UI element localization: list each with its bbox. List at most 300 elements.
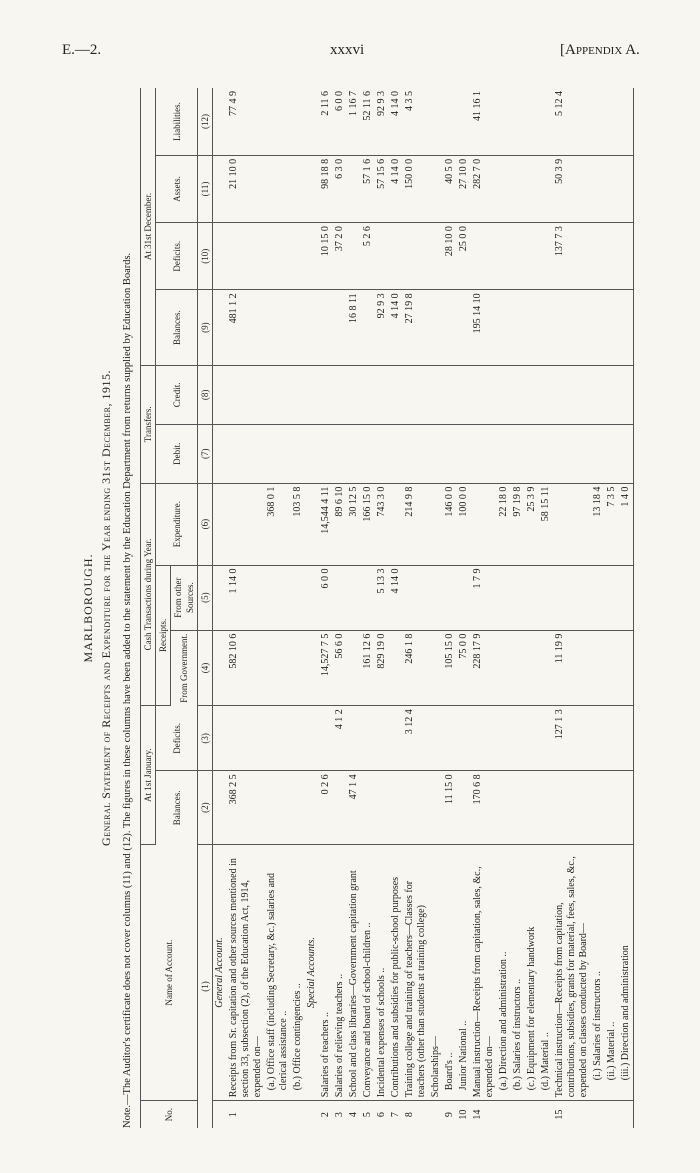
account-name: Scholarships— [429,844,443,1100]
amount-cell [443,565,457,630]
amount-cell: 6 0 0 [333,88,347,155]
col-liabilities: Liabilities. [156,88,198,155]
amount-cell [553,424,591,483]
row-number: 4 [348,1112,359,1118]
row-number [539,1101,553,1128]
amount-cell [443,706,457,771]
amount-cell [333,565,347,630]
amount-cell: 368 0 1 [265,483,291,565]
col-deficits-dec: Deficits. [156,223,198,290]
amount-cell [619,630,634,706]
amount-cell [619,155,634,222]
amount-cell [525,630,539,706]
row-number: 9 [444,1112,455,1118]
amount-cell [605,630,619,706]
amount-cell [291,630,305,706]
table-subtitle: General Statement of Receipts and Expenditure for the Year ending 31st December, 1915. [99,370,113,846]
amount-cell [213,483,228,565]
amount-cell [511,771,525,845]
amount-cell: 1 7 9 [471,565,497,630]
amount-cell [553,365,591,424]
table-row [291,88,305,1128]
amount-cell: 6 0 0 [319,565,333,630]
amount-cell: 195 14 10 [471,290,497,366]
amount-cell [457,88,471,155]
col-from-other: From other Sources. [171,565,198,630]
table-row [265,88,291,1128]
table-row [511,88,525,1128]
amount-cell [265,88,291,155]
amount-cell [525,290,539,366]
amount-cell [591,365,605,424]
amount-cell [347,706,361,771]
table-row [213,88,228,1128]
amount-cell [213,290,228,366]
account-name: Special Accounts. [305,844,319,1100]
col-name: Name of Account. [141,844,198,1100]
amount-cell: 10 15 0 [319,223,333,290]
amount-cell: 57 15 6 [375,155,389,222]
amount-cell [497,365,511,424]
table-title: MARLBOROUGH. [81,553,95,663]
amount-cell: 282 7 0 [471,155,497,222]
amount-cell [291,706,305,771]
amount-cell: 28 10 0 [443,223,457,290]
amount-cell [347,155,361,222]
page-number: xxxvi [330,42,365,58]
amount-cell [605,706,619,771]
amount-cell [305,365,319,424]
amount-cell: 4 1 2 [333,706,347,771]
amount-cell [389,223,403,290]
column-number-row [198,88,213,1128]
amount-cell [605,365,619,424]
amount-cell [429,223,443,290]
column-number: (1) [198,844,213,1128]
amount-cell [605,771,619,845]
amount-cell [265,365,291,424]
account-name: Junior National .. [457,844,471,1100]
table-row [605,88,619,1128]
amount-cell [605,155,619,222]
table-row [375,88,389,1128]
table-row [443,88,457,1128]
amount-cell: 829 19 0 [375,630,389,706]
amount-cell [605,290,619,366]
table-row [347,88,361,1128]
amount-cell: 77 4 9 [227,88,265,155]
amount-cell [361,365,375,424]
amount-cell [389,630,403,706]
amount-cell: 166 15 0 [361,483,375,565]
amount-cell: 25 3 9 [525,483,539,565]
amount-cell: 105 15 0 [443,630,457,706]
amount-cell [429,630,443,706]
amount-cell: 13 18 4 [591,483,605,565]
col-cash: Cash Transactions during Year. [141,483,156,706]
col-transfers: Transfers. [141,365,156,483]
amount-cell [319,424,333,483]
amount-cell [457,365,471,424]
account-name: (d.) Material .. [539,844,553,1100]
amount-cell: 161 12 6 [361,630,375,706]
account-name: (i.) Salaries of instructors .. [591,844,605,1100]
amount-cell [443,424,457,483]
col-assets: Assets. [156,155,198,222]
amount-cell: 1 4 0 [619,483,634,565]
amount-cell [511,706,525,771]
amount-cell: 37 2 0 [333,223,347,290]
amount-cell [305,155,319,222]
amount-cell [525,223,539,290]
amount-cell [227,424,265,483]
column-number: (8) [198,365,213,424]
amount-cell: 1 14 0 [227,565,265,630]
amount-cell [591,706,605,771]
amount-cell [443,88,457,155]
amount-cell [525,88,539,155]
amount-cell: 146 0 0 [443,483,457,565]
amount-cell [213,706,228,771]
amount-cell: 27 10 0 [457,155,471,222]
amount-cell [525,771,539,845]
amount-cell [227,223,265,290]
amount-cell [619,565,634,630]
account-name: (ii.) Material .. [605,844,619,1100]
amount-cell [389,365,403,424]
amount-cell [619,290,634,366]
amount-cell [305,88,319,155]
amount-cell: 214 9 8 [403,483,429,565]
amount-cell [591,771,605,845]
amount-cell: 92 9 3 [375,88,389,155]
amount-cell [347,630,361,706]
table-row [457,88,471,1128]
row-number: 10 [458,1109,469,1120]
amount-cell: 14,527 7 5 [319,630,333,706]
col-debit: Debit. [156,424,198,483]
amount-cell [227,706,265,771]
column-number: (7) [198,424,213,483]
amount-cell [213,155,228,222]
amount-cell: 47 1 4 [347,771,361,845]
page-ref-left: E.—2. [62,42,102,58]
amount-cell [605,565,619,630]
col-dec: At 31st December. [141,88,156,365]
row-number [429,1101,443,1128]
column-number: (12) [198,88,213,155]
amount-cell: 56 6 0 [333,630,347,706]
amount-cell [305,565,319,630]
amount-cell: 5 13 3 [375,565,389,630]
amount-cell [539,771,553,845]
amount-cell: 75 0 0 [457,630,471,706]
amount-cell [265,565,291,630]
amount-cell [403,424,429,483]
amount-cell [525,706,539,771]
column-number: (10) [198,223,213,290]
amount-cell [497,290,511,366]
amount-cell [213,565,228,630]
amount-cell [361,771,375,845]
statement-body [213,88,634,1128]
amount-cell [539,565,553,630]
row-number: 7 [390,1112,401,1118]
amount-cell [497,630,511,706]
amount-cell: 170 6 8 [471,771,497,845]
amount-cell: 743 3 0 [375,483,389,565]
amount-cell [265,424,291,483]
amount-cell: 58 15 11 [539,483,553,565]
row-number [591,1101,605,1128]
column-number: (11) [198,155,213,222]
column-number: (9) [198,290,213,366]
amount-cell: 2 11 6 [319,88,333,155]
amount-cell [305,483,319,565]
amount-cell [497,771,511,845]
amount-cell [403,365,429,424]
amount-cell [511,155,525,222]
amount-cell [403,565,429,630]
account-name: Incidental expenses of schools .. [375,844,389,1100]
account-name: (a.) Direction and administration .. [497,844,511,1100]
amount-cell [389,483,403,565]
amount-cell [291,155,305,222]
row-number [619,1101,634,1128]
table-row [497,88,511,1128]
amount-cell [291,424,305,483]
amount-cell [291,88,305,155]
amount-cell [429,290,443,366]
amount-cell [619,88,634,155]
amount-cell: 4 14 0 [389,155,403,222]
table-row [471,88,497,1128]
amount-cell [525,424,539,483]
table-row [361,88,375,1128]
amount-cell [591,155,605,222]
amount-cell [591,630,605,706]
amount-cell: 103 5 8 [291,483,305,565]
amount-cell: 3 12 4 [403,706,429,771]
amount-cell [497,565,511,630]
account-name: (iii.) Direction and administration [619,844,634,1100]
table-row [525,88,539,1128]
amount-cell [265,706,291,771]
col-receipts: Receipts. [156,565,171,706]
amount-cell [457,706,471,771]
amount-cell [375,223,389,290]
amount-cell [591,88,605,155]
amount-cell [305,223,319,290]
amount-cell [375,424,389,483]
amount-cell [213,223,228,290]
amount-cell [305,771,319,845]
appendix-ref: [Appendix A. [560,42,640,58]
amount-cell: 4 14 0 [389,88,403,155]
amount-cell [553,771,591,845]
amount-cell: 50 3 9 [553,155,591,222]
amount-cell [347,424,361,483]
amount-cell [265,155,291,222]
amount-cell [213,365,228,424]
amount-cell: 41 16 1 [471,88,497,155]
row-number [497,1101,511,1128]
account-name: General Account. [213,844,228,1100]
table-row [389,88,403,1128]
amount-cell [471,365,497,424]
amount-cell [525,155,539,222]
row-number [291,1101,305,1128]
amount-cell [429,365,443,424]
amount-cell [539,630,553,706]
amount-cell [375,771,389,845]
amount-cell: 22 18 0 [497,483,511,565]
amount-cell [497,706,511,771]
amount-cell: 368 2 5 [227,771,265,845]
amount-cell [429,565,443,630]
table-row [227,88,265,1128]
amount-cell: 30 12 5 [347,483,361,565]
amount-cell: 246 1 8 [403,630,429,706]
statement-table [140,88,634,1128]
amount-cell [319,365,333,424]
amount-cell [291,565,305,630]
amount-cell: 0 2 6 [319,771,333,845]
account-name: Salaries of teachers .. [319,844,333,1100]
amount-cell [361,706,375,771]
amount-cell [553,483,591,565]
amount-cell [605,424,619,483]
amount-cell [443,290,457,366]
amount-cell [265,223,291,290]
amount-cell [443,365,457,424]
amount-cell [403,223,429,290]
amount-cell [227,365,265,424]
account-name: Board's .. [443,844,457,1100]
amount-cell [511,365,525,424]
row-number: 6 [376,1112,387,1118]
amount-cell [319,706,333,771]
amount-cell [591,223,605,290]
amount-cell: 228 17 9 [471,630,497,706]
amount-cell: 25 0 0 [457,223,471,290]
amount-cell [347,365,361,424]
table-row [553,88,591,1128]
row-number: 3 [334,1112,345,1118]
amount-cell [497,88,511,155]
amount-cell [361,424,375,483]
amount-cell [429,771,443,845]
amount-cell [291,365,305,424]
amount-cell [213,771,228,845]
account-name: Technical instruction—Receipts from capitation, contributions, subsidies, grants for material, fees, sales, &c., expended on classes conducted by Board— [553,844,591,1100]
row-number: 2 [320,1112,331,1118]
amount-cell: 21 10 0 [227,155,265,222]
amount-cell [291,771,305,845]
table-row [305,88,319,1128]
amount-cell [375,706,389,771]
amount-cell [525,565,539,630]
account-name: Training college and training of teachers—Classes for teachers (other than students at training college) [403,844,429,1100]
column-number: (4) [198,630,213,706]
amount-cell: 52 11 6 [361,88,375,155]
amount-cell: 6 3 0 [333,155,347,222]
col-from-gov: From Government. [171,630,198,706]
amount-cell [497,424,511,483]
table-row [539,88,553,1128]
amount-cell: 11 19 9 [553,630,591,706]
amount-cell [213,88,228,155]
amount-cell [511,290,525,366]
amount-cell [429,88,443,155]
amount-cell [511,424,525,483]
amount-cell: 92 9 3 [375,290,389,366]
col-balances-jan: Balances. [156,771,198,845]
amount-cell [305,706,319,771]
row-number: 8 [404,1112,415,1118]
amount-cell [471,483,497,565]
amount-cell: 7 3 5 [605,483,619,565]
amount-cell: 27 19 8 [403,290,429,366]
column-number: (5) [198,565,213,630]
amount-cell [319,290,333,366]
amount-cell: 150 0 0 [403,155,429,222]
amount-cell: 5 2 6 [361,223,375,290]
amount-cell: 481 1 2 [227,290,265,366]
account-name: (b.) Salaries of instructors .. [511,844,525,1100]
amount-cell [361,565,375,630]
amount-cell [511,630,525,706]
amount-cell: 4 14 0 [389,290,403,366]
amount-cell [429,706,443,771]
amount-cell [511,88,525,155]
amount-cell [213,630,228,706]
auditor-note: Note.—The Auditor's certificate does not cover columns (11) and (12). The figures in these columns have been added to the statement by the Education Department from returns supplied by Education Boards. [122,252,133,1128]
table-row [591,88,605,1128]
amount-cell [497,155,511,222]
amount-cell: 127 1 3 [553,706,591,771]
account-name: Conveyance and board of school-children .. [361,844,375,1100]
amount-cell [539,290,553,366]
amount-cell [605,223,619,290]
row-number [265,1101,291,1128]
amount-cell [457,290,471,366]
amount-cell: 4 14 0 [389,565,403,630]
amount-cell [305,290,319,366]
row-number [605,1101,619,1128]
amount-cell [619,223,634,290]
amount-cell [265,630,291,706]
amount-cell [291,223,305,290]
amount-cell [471,424,497,483]
col-credit: Credit. [156,365,198,424]
amount-cell: 4 3 5 [403,88,429,155]
amount-cell: 89 6 10 [333,483,347,565]
table-row [619,88,634,1128]
row-number [213,1101,228,1128]
amount-cell [227,483,265,565]
col-balances-dec: Balances. [156,290,198,366]
amount-cell [457,424,471,483]
amount-cell [471,706,497,771]
amount-cell [619,365,634,424]
amount-cell [389,424,403,483]
amount-cell [429,483,443,565]
amount-cell: 100 0 0 [457,483,471,565]
account-name: (a.) Office staff (including Secretary, &c.) salaries and clerical assistance .. [265,844,291,1100]
amount-cell [457,771,471,845]
amount-cell [539,365,553,424]
